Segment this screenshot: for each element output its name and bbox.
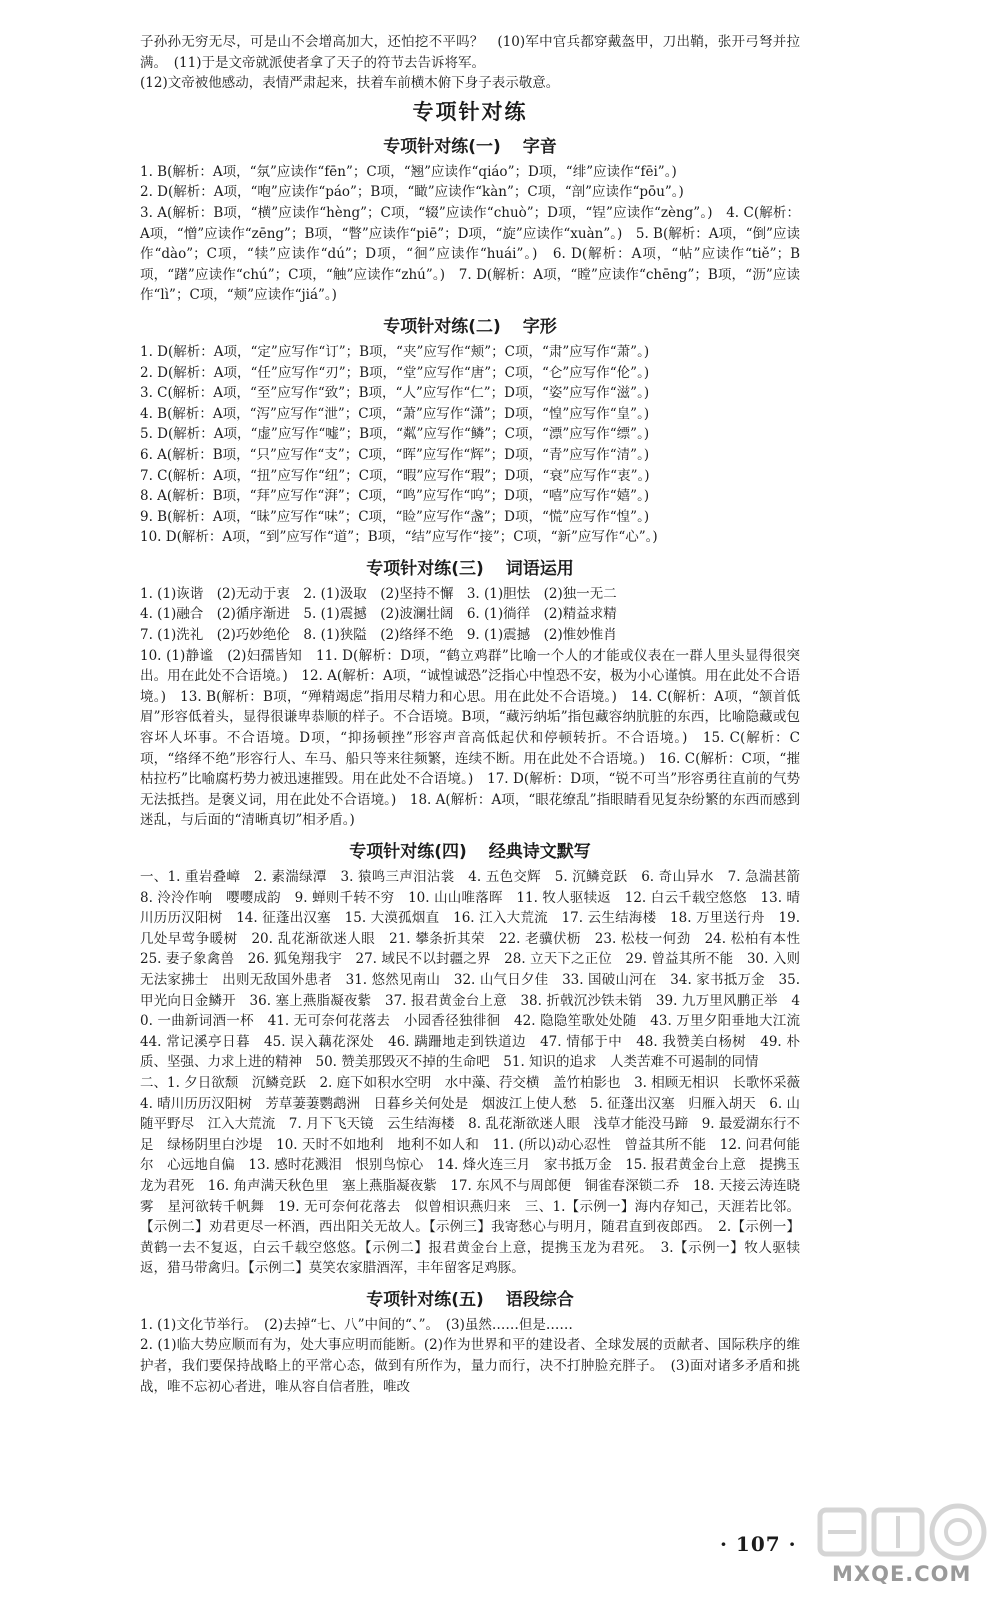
section-title-4-topic: 经典诗文默写 <box>488 842 591 862</box>
top-paragraph-1: 子孙孙无穷无尽，可是山不会增高加大，还怕挖不平吗？ (10)军中官兵都穿戴盔甲，刀出鞘，张开弓弩并拉满。 (11)于是文帝就派使者拿了天子的符节去告诉将军。 <box>140 34 800 71</box>
section-2-para-10: 10. D(解析：A项，“到”应写作“道”；B项，“结”应写作“接”；C项，“新”应写作“心”。) <box>140 529 658 546</box>
section-2-para-8: 8. A(解析：B项，“拜”应写作“湃”；C项，“鸣”应写作“呜”；D项，“嘻”应写作“嬉”。) <box>140 488 650 505</box>
section-title-5-topic: 语段综合 <box>505 1289 574 1310</box>
section-title-3 <box>140 556 800 582</box>
section-1-para-2: 2. D(解析：A项，“咆”应读作“páo”；B项，“瞰”应读作“kàn”；C项，“剖”应读作“pōu”。) <box>140 184 684 201</box>
section-block-5 <box>140 1287 800 1397</box>
section-2-para-5: 5. D(解析：A项，“虚”应写作“嘘”；B项，“粼”应写作“鳞”；C项，“漂”应写作“缥”。) <box>140 426 650 443</box>
section-title-5 <box>140 1287 800 1313</box>
section-title-2 <box>140 314 800 340</box>
watermark-site-text: MXQE.COM <box>832 1562 972 1586</box>
section-block-2 <box>140 314 800 548</box>
section-5-para-1: 1. (1)文化节举行。 (2)去掉“七、八”中间的“、”。 (3)虽然……但是…… <box>140 1316 573 1333</box>
section-block-3 <box>140 556 800 831</box>
section-2-para-7: 7. C(解析：A项，“扭”应写作“纽”；C项，“暇”应写作“瑕”；D项，“衰”应写作“衷”。) <box>140 467 650 484</box>
section-title-5-name: 专项针对练(五) <box>366 1289 484 1310</box>
section-title-4-name: 专项针对练(四) <box>349 842 467 862</box>
section-2-para-1: 1. D(解析：A项，“定”应写作“订”；B项，“夹”应写作“颊”；C项，“肃”应写作“萧”。) <box>140 343 650 360</box>
section-4-para-2: 二、1. 夕日欲颓 沉鳞竞跃 2. 庭下如积水空明 水中藻、荇交横 盖竹柏影也 3. 相顾无相识 长歌怀采薇 4. 晴川历历汉阳树 芳草萋萋鹦鹉洲 日暮乡关何处是 烟波江上使人愁 5. 征蓬出汉塞 归雁入胡天 6. 山随平野尽 江入大荒流 7. 月下飞天镜 云生结海楼 8. 乱花渐欲迷人眼 浅草才能没马蹄 9. 最爱湖东行不足 绿杨阴里白沙堤 10. 天时不如地利 地利不如人和 11. (所以)动心忍性 曾益其所不能 12. 问君何能尔 心远地自偏 13. 感时花溅泪 恨别鸟惊心 14. 烽火连三月 家书抵万金 15. 报君黄金台上意 提携玉龙为君死 16. 角声满天秋色里 塞上燕脂凝夜紫 17. 东风不与周郎便 铜雀春深锁二乔 18. 天接云涛连晓雾 星河欲转千帆舞 19. 无可奈何花落去 似曾相识燕归来 三、1.【示例一】海内存知己，天涯若比邻。【示例二】劝君更尽一杯酒，西出阳关无故人。【示例三】我寄愁心与明月，随君直到夜郎西。 2.【示例一】黄鹤一去不复返，白云千载空悠悠。【示例二】报君黄金台上意，提携玉龙为君死。 3.【示例一】牧人驱犊返，猎马带禽归。【示例二】莫笑农家腊酒浑，丰年留客足鸡豚。 <box>140 1074 814 1277</box>
section-title-2-name: 专项针对练(二) <box>383 316 501 337</box>
section-2-para-4: 4. B(解析：A项，“泻”应写作“泄”；C项，“萧”应写作“潇”；D项，“惶”应写作“皇”。) <box>140 405 650 422</box>
section-4-para-1: 一、1. 重岩叠嶂 2. 素湍绿潭 3. 猿鸣三声泪沾裳 4. 五色交辉 5. 沉鳞竞跃 6. 奇山异水 7. 急湍甚箭 8. 泠泠作响 嘤嘤成韵 9. 蝉则千转不穷 10. 山山唯落晖 11. 牧人驱犊返 12. 白云千载空悠悠 13. 晴川历历汉阳树 14. 征蓬出汉塞 15. 大漠孤烟直 16. 江入大荒流 17. 云生结海楼 18. 万里送行舟 19. 几处早莺争暖树 20. 乱花渐欲迷人眼 21. 攀条折其荣 22. 老骥伏枥 23. 松枝一何劲 24. 松柏有本性 25. 妻子象禽兽 26. 狐兔翔我宇 27. 域民不以封疆之界 28. 立天下之正位 29. 曾益其所不能 30. 入则无法家拂士 出则无敌国外患者 31. 悠然见南山 32. 山气日夕佳 33. 国破山河在 34. 家书抵万金 35. 甲光向日金鳞开 36. 塞上燕脂凝夜紫 37. 报君黄金台上意 38. 折戟沉沙铁未销 39. 九万里风鹏正举 40. 一曲新词酒一杯 41. 无可奈何花落去 小园香径独徘徊 42. 隐隐笙歌处处随 43. 万里夕阳垂地大江流 44. 常记溪亭日暮 45. 误入藕花深处 46. 蹒跚地走到铁道边 47. 情郁于中 48. 我赞美白杨树 49. 朴质、坚强、力求上进的精神 50. 赞美那毁灭不掉的生命吧 51. 知识的追求 人类苦难不可遏制的同情 <box>140 869 814 1071</box>
section-block-1 <box>140 134 800 306</box>
section-title-3-topic: 词语运用 <box>505 558 574 579</box>
section-3-para-2: 4. (1)融合 (2)循序渐进 5. (1)震撼 (2)波澜壮阔 6. (1)徜徉 (2)精益求精 <box>140 606 617 623</box>
section-2-para-6: 6. A(解析：B项，“只”应写作“支”；C项，“晖”应写作“辉”；D项，“青”应写作“清”。) <box>140 446 650 463</box>
section-2-para-3: 3. C(解析：A项，“至”应写作“致”；B项，“人”应写作“仁”；D项，“姿”应写作“滋”。) <box>140 385 650 402</box>
section-block-4 <box>140 839 814 1279</box>
section-3-para-4: 10. (1)静谧 (2)妇孺皆知 11. D(解析：D项，“鹤立鸡群”比喻一个人的才能或仪表在一群人里头显得很突出。用在此处不合语境。) 12. A(解析：A项，“诚惶诚恐”泛指心中惶恐不安，极为小心谨慎。用在此处不合语境。) 13. B(解析：B项，“殚精竭虑”指用尽精力和心思。用在此处不合语境。) 14. C(解析：A项，“颔首低眉”形容低着头，显得很谦卑恭顺的样子。不合语境。B项，“藏污纳垢”指包藏容纳肮脏的东西，比喻隐藏或包容坏人坏事。不合语境。D项，“抑扬顿挫”形容声音高低起伏和停顿转折。不合语境。) 15. C(解析：C项，“络绎不绝”形容行人、车马、船只等来往频繁，连续不断。用在此处不合语境。) 16. C(解析：C项，“摧枯拉朽”比喻腐朽势力被迅速摧毁。用在此处不合语境。) 17. D(解析：D项，“锐不可当”形容勇往直前的气势无法抵挡。是褒义词，用在此处不合语境。) 18. A(解析：A项，“眼花缭乱”指眼睛看见复杂纷繁的东西而感到迷乱，与后面的“清晰真切”相矛盾。) <box>140 647 800 829</box>
document-page <box>140 32 814 1562</box>
section-title-1-topic: 字音 <box>522 136 557 157</box>
section-1-para-1: 1. B(解析：A项，“氛”应读作“fēn”；C项，“翘”应读作“qiáo”；D项，“绯”应读作“fēi”。) <box>140 163 677 180</box>
top-paragraph-2: (12)文帝被他感动，表情严肃起来，扶着车前横木俯下身子表示敬意。 <box>140 75 560 92</box>
section-3-para-3: 7. (1)洗礼 (2)巧妙绝伦 8. (1)狭隘 (2)络绎不绝 9. (1)震撼 (2)惟妙惟肖 <box>140 627 617 644</box>
section-title-3-name: 专项针对练(三) <box>366 558 484 579</box>
section-1-para-3: 3. A(解析：B项，“横”应读作“hèng”；C项，“辍”应读作“chuò”；D项，“锃”应读作“zèng”。) 4. C(解析：A项，“憎”应读作“zēng”；B项，“瞥”应读作“piē”；D项，“旋”应读作“xuàn”。) 5. B(解析：A项，“倒”应读作“dào”；C项，“犊”应读作“dú”；D项，“徊”应读作“huái”。) 6. D(解析：A项，“帖”应读作“tiě”；B项，“躇”应读作“chú”；C项，“触”应读作“zhú”。) 7. D(解析：A项，“瞠”应读作“chēng”；B项，“沥”应读作“lì”；C项，“颊”应读作“jiá”。) <box>140 204 800 304</box>
page-number: · 107 · <box>720 1532 797 1556</box>
section-title-1-name: 专项针对练(一) <box>383 136 501 157</box>
section-title-2-topic: 字形 <box>522 316 557 337</box>
section-title-1 <box>140 134 800 160</box>
section-title-4 <box>140 839 800 865</box>
section-5-para-2: 2. (1)临大势应顺而有为，处大事应明而能断。(2)作为世界和平的建设者、全球发展的贡献者、国际秩序的维护者，我们要保持战略上的平常心态，做到有所作为，量力而行，决不打肿脸充胖子。 (3)面对诸多矛盾和挑战，唯不忘初心者进，唯从容自信者胜，唯改 <box>140 1337 800 1395</box>
section-3-para-1: 1. (1)诙谐 (2)无动于衷 2. (1)汲取 (2)坚持不懈 3. (1)胆怯 (2)独一无二 <box>140 585 617 602</box>
main-title: 专项针对练 <box>412 99 528 124</box>
section-2-para-9: 9. B(解析：A项，“昧”应写作“味”；C项，“睑”应写作“盏”；D项，“慌”应写作“惶”。) <box>140 508 650 525</box>
section-2-para-2: 2. D(解析：A项，“任”应写作“刃”；B项，“堂”应写作“唐”；C项，“仑”应写作“伦”。) <box>140 364 650 381</box>
top-paragraph-block <box>140 32 800 94</box>
